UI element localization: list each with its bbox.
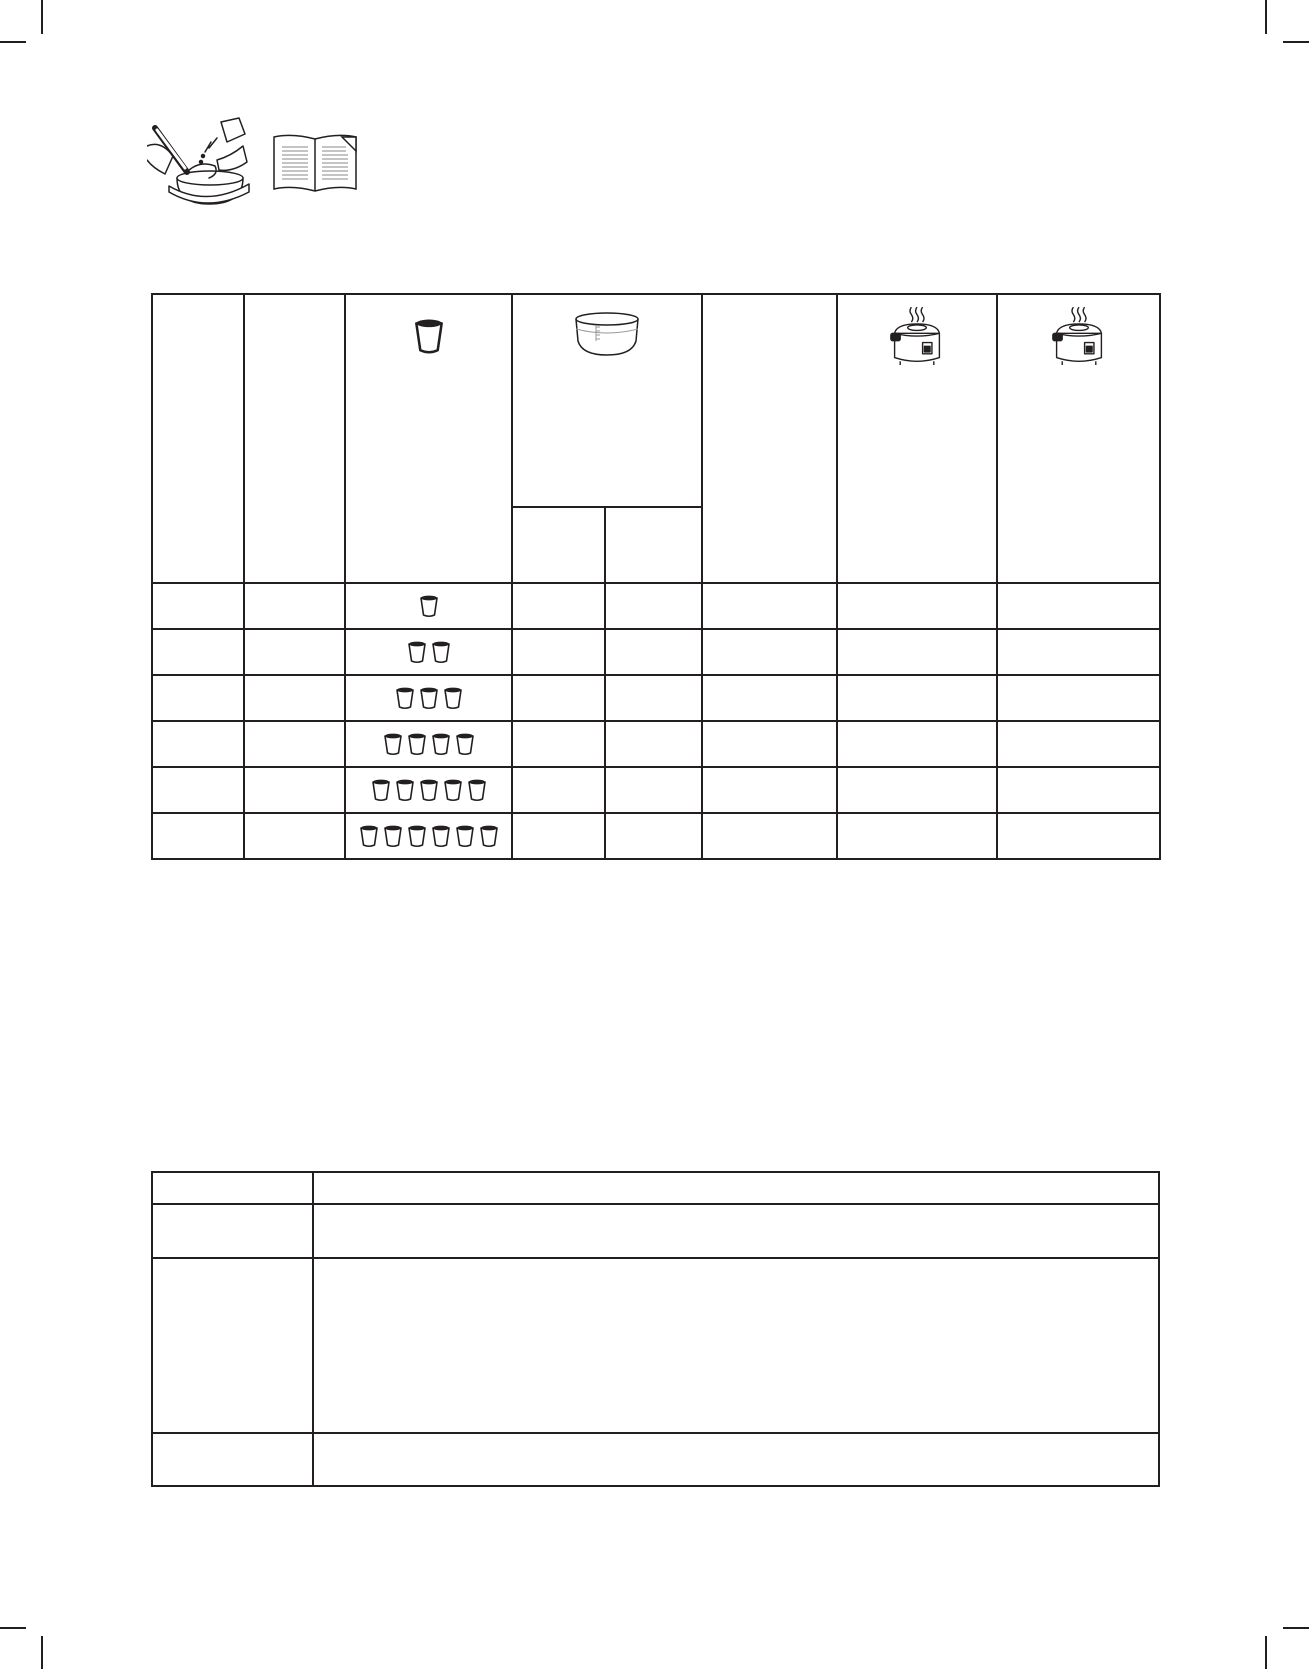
measuring-cup-icon (455, 732, 475, 756)
cup-count-cell (345, 629, 512, 675)
table-cell (997, 767, 1160, 813)
table-cell (152, 583, 244, 629)
crop-mark (41, 1636, 43, 1669)
cup-count-cell (345, 813, 512, 859)
header-cell-cooker (837, 294, 997, 583)
table-cell (605, 721, 702, 767)
rice-cooker-steaming-icon (1051, 305, 1107, 369)
measuring-cup-icon (479, 824, 499, 848)
measuring-cup-icon (383, 824, 403, 848)
measuring-cup-icon (383, 732, 403, 756)
table-cell (702, 629, 837, 675)
table-cell (605, 767, 702, 813)
measuring-cup-icon (407, 732, 427, 756)
measuring-cup-icon (431, 640, 451, 664)
info-text (313, 1433, 1159, 1486)
crop-mark (1265, 1636, 1267, 1669)
measuring-cup-icon (467, 778, 487, 802)
measuring-cup-icon (371, 778, 391, 802)
measuring-cup-icon (419, 594, 439, 618)
cup-count-cell (345, 767, 512, 813)
measuring-cup-icon (395, 778, 415, 802)
table-cell (702, 721, 837, 767)
table-row (152, 583, 1160, 629)
table-cell (702, 675, 837, 721)
inner-pot-icon (574, 311, 640, 357)
table-cell (837, 767, 997, 813)
measuring-cup-icon (443, 686, 463, 710)
measuring-cup-icon (359, 824, 379, 848)
table-cell (605, 583, 702, 629)
header-subcell (605, 507, 702, 583)
info-label (152, 1172, 313, 1204)
header-cell (702, 294, 837, 583)
table-cell (605, 675, 702, 721)
table-cell (702, 813, 837, 859)
table-cell (837, 583, 997, 629)
measuring-cup-icon (413, 317, 445, 355)
info-text (313, 1204, 1159, 1258)
table-cell (244, 767, 345, 813)
table-cell (152, 675, 244, 721)
table-cell (244, 629, 345, 675)
table-cell (997, 583, 1160, 629)
measuring-cup-icon (419, 778, 439, 802)
table-cell (152, 629, 244, 675)
measuring-cup-icon (455, 824, 475, 848)
table-cell (244, 583, 345, 629)
table-row (152, 629, 1160, 675)
header-cell-cup (345, 294, 512, 583)
cup-count-cell (345, 583, 512, 629)
table-cell (837, 813, 997, 859)
table-row (152, 813, 1160, 859)
measuring-cup-icon (395, 686, 415, 710)
table-cell (605, 813, 702, 859)
info-label (152, 1204, 313, 1258)
header-cell (244, 294, 345, 583)
table-cell (152, 813, 244, 859)
table-cell (244, 721, 345, 767)
measuring-cup-icon (407, 824, 427, 848)
table-cell (152, 721, 244, 767)
table-cell (512, 767, 605, 813)
table-cell (997, 629, 1160, 675)
table-cell (512, 721, 605, 767)
rice-cooker-steaming-icon (889, 305, 945, 369)
cup-count-cell (345, 721, 512, 767)
table-cell (152, 767, 244, 813)
measuring-cup-icon (443, 778, 463, 802)
table-cell (512, 813, 605, 859)
table-row (152, 675, 1160, 721)
info-table (151, 1171, 1160, 1487)
measuring-cup-icon (431, 732, 451, 756)
table-cell (512, 583, 605, 629)
table-cell (837, 629, 997, 675)
rice-washing-icon (147, 116, 251, 208)
table-cell (512, 675, 605, 721)
table-cell (512, 629, 605, 675)
crop-mark (41, 0, 43, 34)
table-cell (702, 583, 837, 629)
cup-count-cell (345, 675, 512, 721)
header-subcell (512, 507, 605, 583)
crop-mark (0, 1627, 26, 1629)
info-text (313, 1258, 1159, 1433)
table-cell (997, 721, 1160, 767)
crop-mark (0, 41, 26, 43)
table-row (152, 767, 1160, 813)
measuring-cup-icon (407, 640, 427, 664)
crop-mark (1283, 1627, 1309, 1629)
cooking-table (151, 293, 1161, 860)
crop-mark (1265, 0, 1267, 34)
crop-mark (1283, 41, 1309, 43)
header-cell-cooker (997, 294, 1160, 583)
info-label (152, 1258, 313, 1433)
open-book-icon (272, 133, 358, 193)
table-cell (605, 629, 702, 675)
table-cell (244, 675, 345, 721)
table-cell (837, 675, 997, 721)
table-cell (997, 675, 1160, 721)
table-cell (244, 813, 345, 859)
measuring-cup-icon (431, 824, 451, 848)
header-cell-pot (512, 294, 702, 507)
info-text (313, 1172, 1159, 1204)
table-row (152, 721, 1160, 767)
measuring-cup-icon (419, 686, 439, 710)
table-cell (702, 767, 837, 813)
header-cell (152, 294, 244, 583)
info-label (152, 1433, 313, 1486)
table-cell (997, 813, 1160, 859)
table-cell (837, 721, 997, 767)
